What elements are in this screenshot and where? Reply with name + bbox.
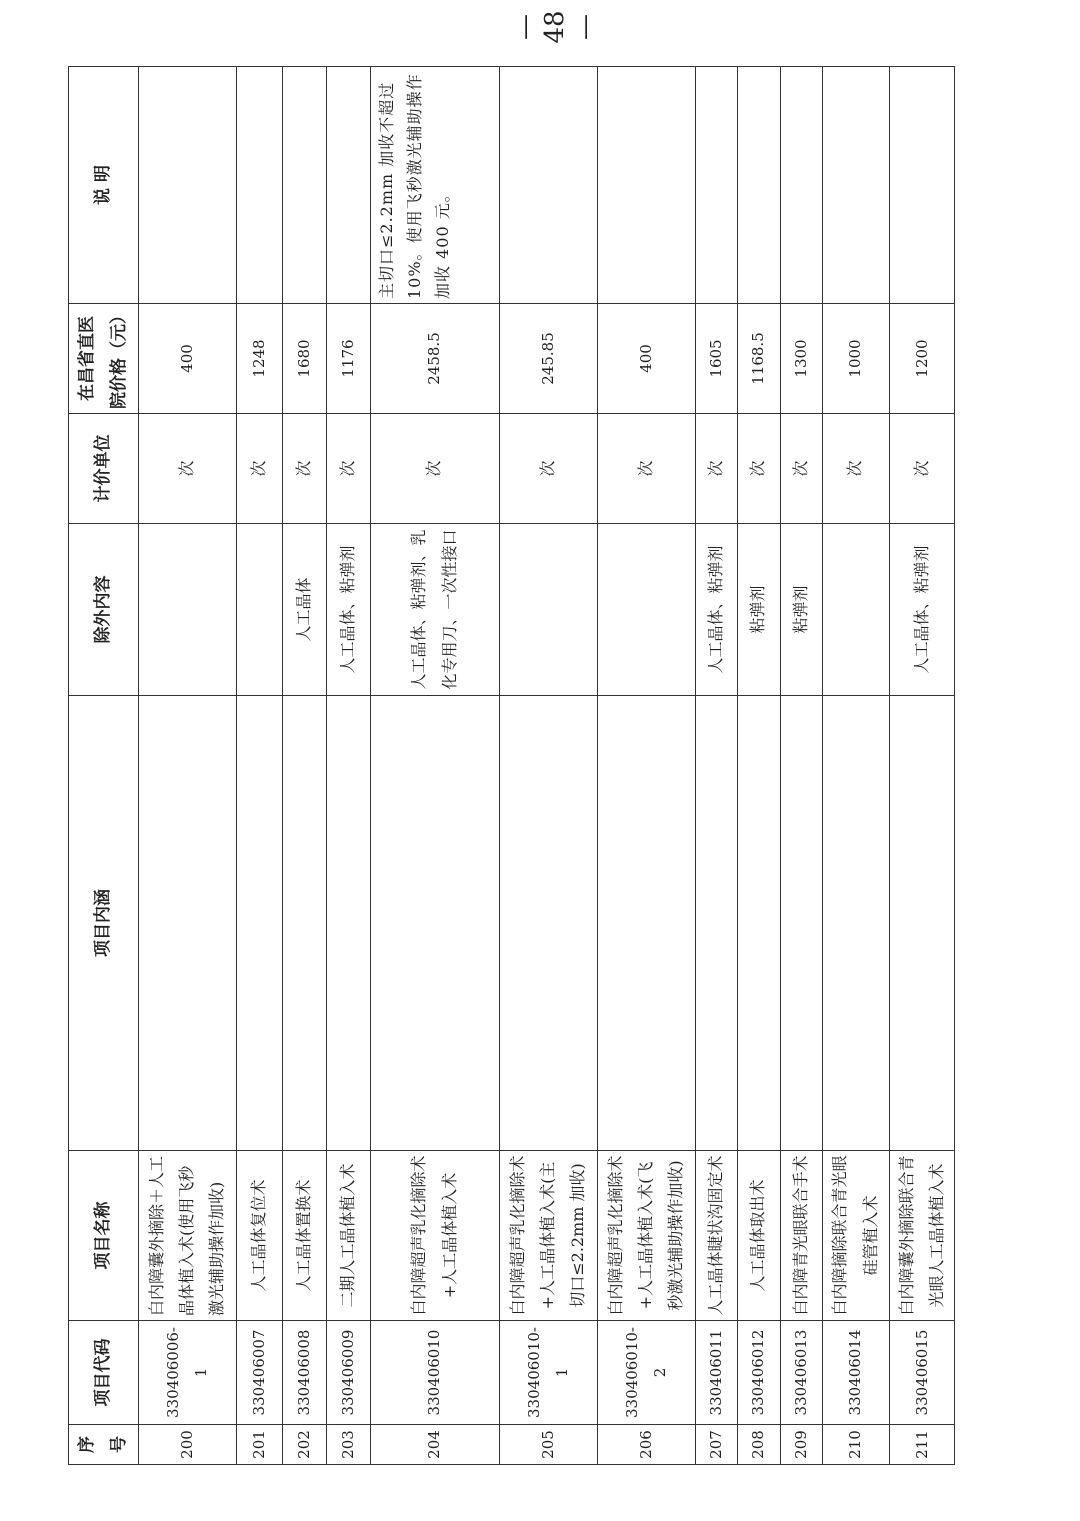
row-excluded: 人工晶体、粘弹剂 bbox=[695, 524, 737, 696]
row-note bbox=[822, 67, 889, 304]
table-row bbox=[780, 67, 822, 1465]
table-row bbox=[499, 67, 597, 1465]
row-code: 330406013 bbox=[780, 1321, 822, 1425]
row-note bbox=[695, 67, 737, 304]
header-excluded: 除外内容 bbox=[69, 524, 139, 696]
row-note bbox=[597, 67, 695, 304]
table-row bbox=[889, 67, 955, 1465]
row-price: 400 bbox=[138, 304, 236, 414]
header-code: 项目代码 bbox=[69, 1321, 139, 1425]
row-name: 白内障囊外摘除＋人工晶体植入术(使用飞秒激光辅助操作加收) bbox=[138, 1151, 236, 1321]
row-excluded bbox=[236, 524, 282, 696]
row-excluded: 人工晶体、粘弹剂 bbox=[326, 524, 370, 696]
table-row bbox=[138, 67, 236, 1465]
row-seq: 203 bbox=[326, 1425, 370, 1465]
row-price: 1200 bbox=[889, 304, 955, 414]
row-seq: 204 bbox=[370, 1425, 499, 1465]
row-price: 1000 bbox=[822, 304, 889, 414]
row-excluded bbox=[822, 524, 889, 696]
row-excluded: 粘弹剂 bbox=[780, 524, 822, 696]
row-note bbox=[499, 67, 597, 304]
row-content bbox=[889, 696, 955, 1151]
row-content bbox=[780, 696, 822, 1151]
row-unit: 次 bbox=[499, 414, 597, 524]
row-note bbox=[236, 67, 282, 304]
header-name: 项目名称 bbox=[69, 1151, 139, 1321]
table-row bbox=[737, 67, 780, 1465]
row-code: 330406009 bbox=[326, 1321, 370, 1425]
row-price: 1248 bbox=[236, 304, 282, 414]
row-unit: 次 bbox=[326, 414, 370, 524]
row-excluded bbox=[499, 524, 597, 696]
row-excluded: 粘弹剂 bbox=[737, 524, 780, 696]
row-price: 1605 bbox=[695, 304, 737, 414]
row-name: 人工晶体置换术 bbox=[282, 1151, 326, 1321]
row-unit: 次 bbox=[597, 414, 695, 524]
price-table bbox=[68, 66, 955, 1465]
row-seq: 208 bbox=[737, 1425, 780, 1465]
row-code: 330406008 bbox=[282, 1321, 326, 1425]
row-excluded bbox=[597, 524, 695, 696]
page-number: — 48 — bbox=[510, 10, 600, 44]
row-seq: 206 bbox=[597, 1425, 695, 1465]
row-content bbox=[737, 696, 780, 1151]
table-row bbox=[597, 67, 695, 1465]
row-excluded: 人工晶体、粘弹剂 bbox=[889, 524, 955, 696]
row-content bbox=[236, 696, 282, 1151]
row-note bbox=[138, 67, 236, 304]
row-unit: 次 bbox=[822, 414, 889, 524]
row-price: 1168.5 bbox=[737, 304, 780, 414]
header-row bbox=[69, 67, 139, 1465]
row-name: 人工晶体取出术 bbox=[737, 1151, 780, 1321]
row-excluded: 人工晶体、粘弹剂、乳化专用刀、一次性接口 bbox=[370, 524, 499, 696]
row-unit: 次 bbox=[370, 414, 499, 524]
row-excluded bbox=[138, 524, 236, 696]
row-name: 人工晶体睫状沟固定术 bbox=[695, 1151, 737, 1321]
row-content bbox=[695, 696, 737, 1151]
row-code: 330406010 bbox=[370, 1321, 499, 1425]
row-price: 1680 bbox=[282, 304, 326, 414]
row-code: 330406014 bbox=[822, 1321, 889, 1425]
row-seq: 209 bbox=[780, 1425, 822, 1465]
row-content bbox=[822, 696, 889, 1151]
row-note bbox=[737, 67, 780, 304]
row-code: 330406007 bbox=[236, 1321, 282, 1425]
row-note bbox=[780, 67, 822, 304]
header-seq: 序号 bbox=[69, 1425, 139, 1465]
row-unit: 次 bbox=[737, 414, 780, 524]
row-name: 二期人工晶体植入术 bbox=[326, 1151, 370, 1321]
row-note bbox=[889, 67, 955, 304]
row-seq: 200 bbox=[138, 1425, 236, 1465]
table-row bbox=[236, 67, 282, 1465]
row-name: 白内障青光眼联合手术 bbox=[780, 1151, 822, 1321]
row-excluded: 人工晶体 bbox=[282, 524, 326, 696]
row-unit: 次 bbox=[282, 414, 326, 524]
row-note: 主切口≤2.2mm 加收不超过 10%。使用飞秒激光辅助操作加收 400 元。 bbox=[370, 67, 499, 304]
row-price: 2458.5 bbox=[370, 304, 499, 414]
row-name: 白内障超声乳化摘除术+人工晶体植入术 bbox=[370, 1151, 499, 1321]
row-unit: 次 bbox=[889, 414, 955, 524]
row-code: 330406012 bbox=[737, 1321, 780, 1425]
row-content bbox=[370, 696, 499, 1151]
row-seq: 202 bbox=[282, 1425, 326, 1465]
row-price: 1176 bbox=[326, 304, 370, 414]
row-seq: 210 bbox=[822, 1425, 889, 1465]
row-name: 白内障超声乳化摘除术+人工晶体植入术(飞秒激光辅助操作加收) bbox=[597, 1151, 695, 1321]
row-content bbox=[326, 696, 370, 1151]
row-seq: 205 bbox=[499, 1425, 597, 1465]
table-row bbox=[370, 67, 499, 1465]
table-row bbox=[326, 67, 370, 1465]
row-code: 330406010-1 bbox=[499, 1321, 597, 1425]
row-name: 人工晶体复位术 bbox=[236, 1151, 282, 1321]
row-unit: 次 bbox=[236, 414, 282, 524]
table-row bbox=[695, 67, 737, 1465]
row-seq: 211 bbox=[889, 1425, 955, 1465]
table-row bbox=[822, 67, 889, 1465]
header-price: 在昌省直医院价格（元） bbox=[69, 304, 139, 414]
row-content bbox=[499, 696, 597, 1151]
row-note bbox=[326, 67, 370, 304]
row-content bbox=[282, 696, 326, 1151]
row-seq: 201 bbox=[236, 1425, 282, 1465]
row-name: 白内障囊外摘除联合青光眼人工晶体植入术 bbox=[889, 1151, 955, 1321]
row-seq: 207 bbox=[695, 1425, 737, 1465]
row-name: 白内障摘除联合青光眼硅管植入术 bbox=[822, 1151, 889, 1321]
row-code: 330406011 bbox=[695, 1321, 737, 1425]
row-unit: 次 bbox=[780, 414, 822, 524]
row-content bbox=[597, 696, 695, 1151]
row-code: 330406006-1 bbox=[138, 1321, 236, 1425]
header-note: 说 明 bbox=[69, 67, 139, 304]
row-price: 245.85 bbox=[499, 304, 597, 414]
row-unit: 次 bbox=[138, 414, 236, 524]
header-content: 项目内涵 bbox=[69, 696, 139, 1151]
row-code: 330406015 bbox=[889, 1321, 955, 1425]
row-price: 400 bbox=[597, 304, 695, 414]
row-code: 330406010-2 bbox=[597, 1321, 695, 1425]
row-unit: 次 bbox=[695, 414, 737, 524]
row-name: 白内障超声乳化摘除术+人工晶体植入术(主切口≤2.2mm 加收) bbox=[499, 1151, 597, 1321]
row-price: 1300 bbox=[780, 304, 822, 414]
table-row bbox=[282, 67, 326, 1465]
header-unit: 计价单位 bbox=[69, 414, 139, 524]
row-note bbox=[282, 67, 326, 304]
row-content bbox=[138, 696, 236, 1151]
